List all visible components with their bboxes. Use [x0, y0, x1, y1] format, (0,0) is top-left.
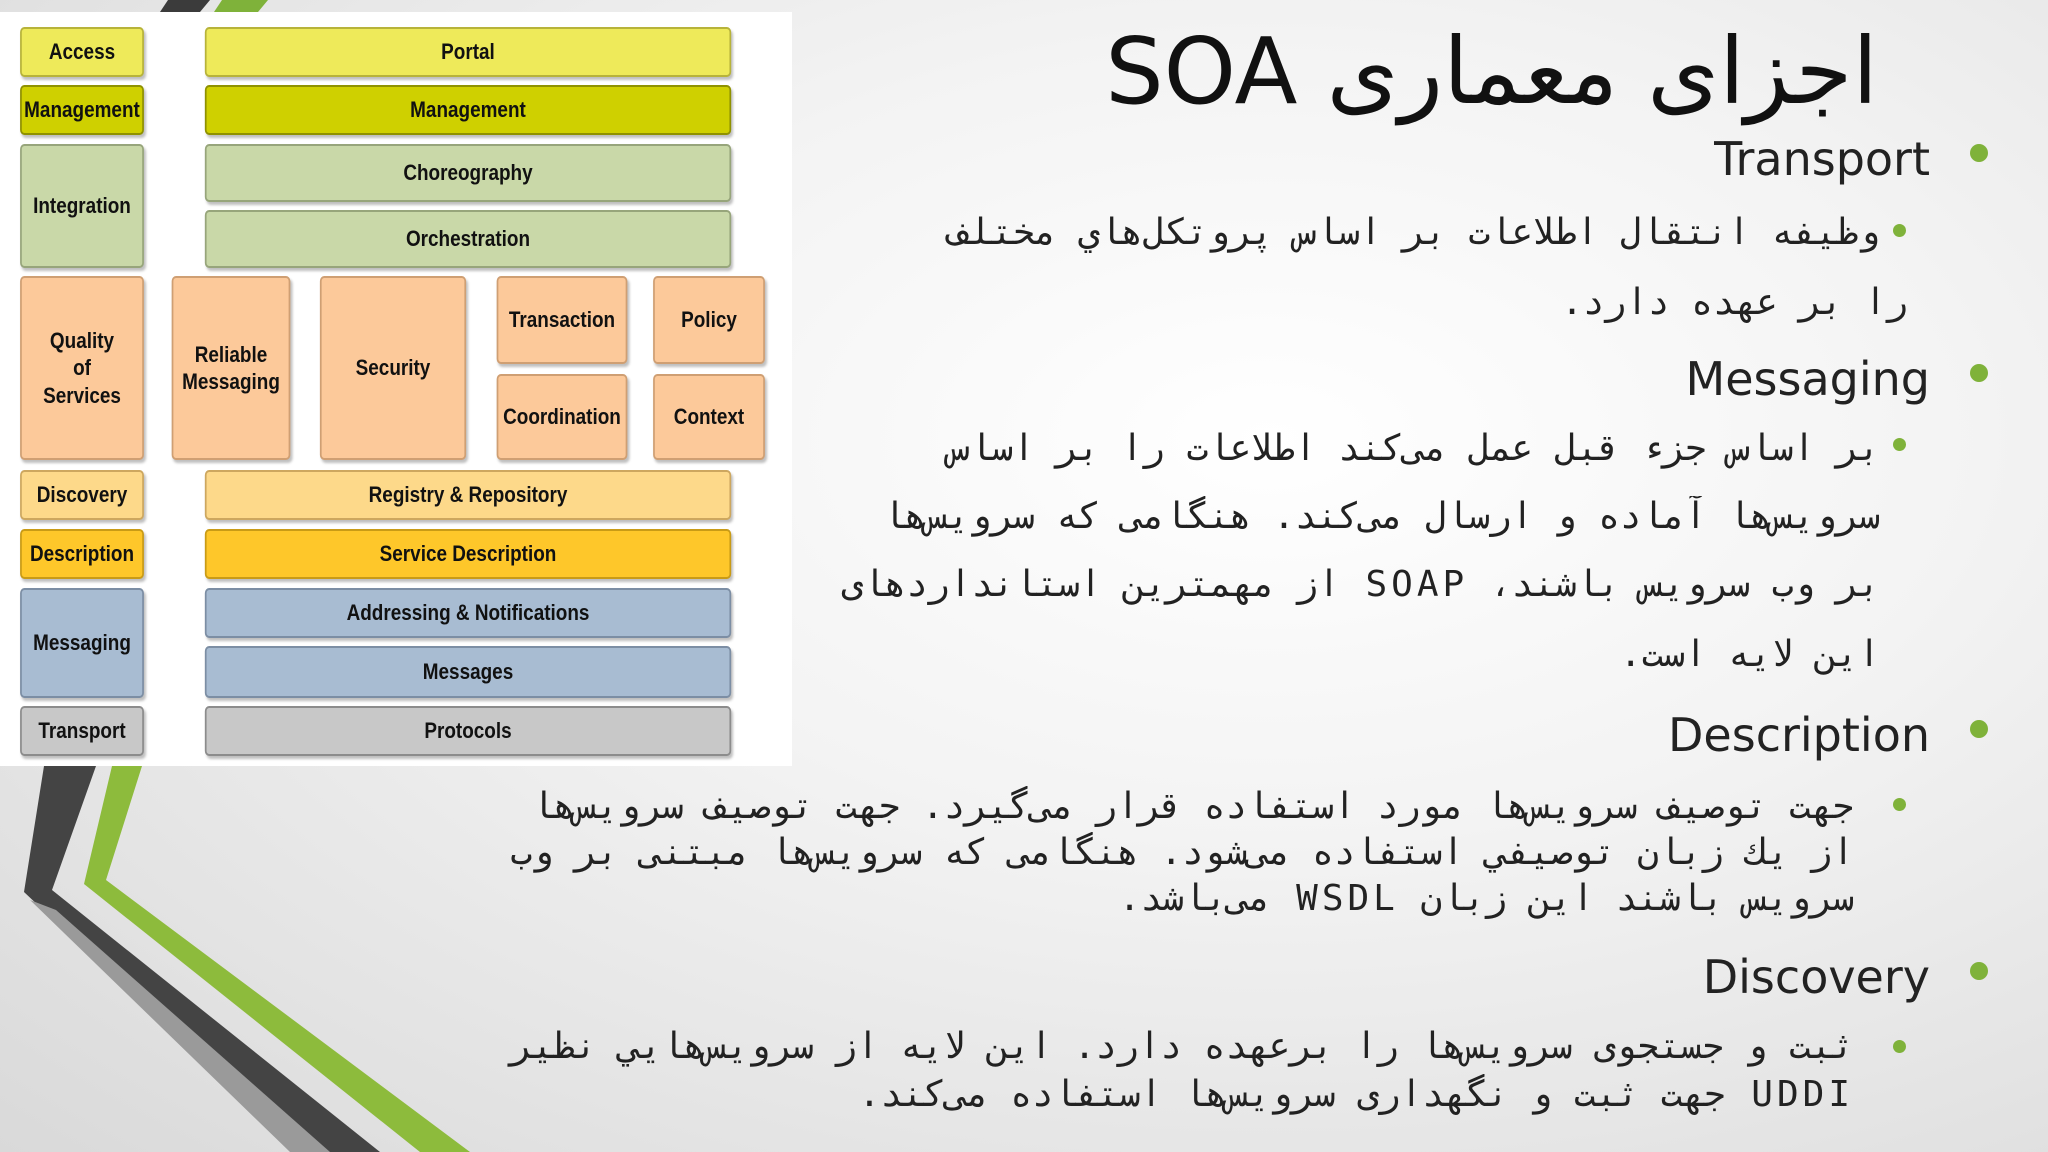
component-orchestration: Orchestration	[205, 210, 731, 268]
soa-architecture-diagram	[0, 12, 792, 766]
sub-bullet-icon	[1893, 798, 1906, 811]
sub-bullet-icon	[1893, 224, 1906, 237]
component-addressing-notifications: Addressing & Notifications	[205, 588, 731, 638]
component-service-description: Service Description	[205, 529, 731, 579]
component-registry-repository: Registry & Repository	[205, 470, 731, 520]
layer-quality-of-services: Quality of Services	[20, 276, 144, 460]
bullet-icon	[1970, 144, 1988, 162]
heading-description: Description	[1668, 708, 1930, 762]
layer-discovery: Discovery	[20, 470, 144, 520]
component-management: Management	[205, 85, 731, 135]
slide-title: اجزای معماری SOA	[1105, 18, 1878, 125]
heading-discovery: Discovery	[1702, 950, 1930, 1004]
layer-management: Management	[20, 85, 144, 135]
component-transaction: Transaction	[497, 276, 628, 364]
heading-messaging: Messaging	[1685, 352, 1930, 406]
transport-line-2: را بر عهده دارد.	[1561, 282, 1908, 323]
transport-line-1: وظیفه انتقال اطلاعات بر اساس پروتکل‌هاي مختلف	[948, 212, 1880, 253]
component-choreography: Choreography	[205, 144, 731, 202]
component-policy: Policy	[653, 276, 765, 364]
discovery-line-1: ثبت و جستجوی سرویس‌ها را برعهده دارد. این لایه از سرویس‌هایي نظیر	[510, 1026, 1854, 1067]
component-protocols: Protocols	[205, 706, 731, 756]
messaging-line-1: بر اساس جزء قبل عمل می‌کند اطلاعات را بر اساس	[948, 428, 1880, 469]
sub-bullet-icon	[1893, 438, 1906, 451]
stripe-dark-top	[160, 0, 210, 12]
component-messages: Messages	[205, 646, 731, 698]
layer-messaging: Messaging	[20, 588, 144, 698]
stripe-green-top	[214, 0, 268, 12]
heading-transport: Transport	[1714, 132, 1930, 186]
description-line-2: از يك زبان توصیفي استفاده می‌شود. هنگامی که سرویس‌ها مبتنی بر وب	[510, 832, 1854, 873]
description-line-3: سرویس باشند این زبان WSDL می‌باشد.	[1118, 878, 1854, 919]
sub-bullet-icon	[1893, 1040, 1906, 1053]
messaging-line-4: این لایه است.	[1619, 634, 1880, 675]
discovery-line-2: UDDI جهت ثبت و نگهداری سرویس‌ها استفاده می‌کند.	[858, 1074, 1854, 1115]
layer-access: Access	[20, 27, 144, 77]
layer-integration: Integration	[20, 144, 144, 268]
bullet-icon	[1970, 364, 1988, 382]
component-reliable-messaging: Reliable Messaging	[172, 276, 291, 460]
component-context: Context	[653, 374, 765, 460]
description-line-1: جهت توصیف سرویس‌ها مورد استفاده قرار می‌گیرد. جهت توصیف سرویس‌ها	[531, 786, 1854, 827]
messaging-line-2: سرویس‌ها آماده و ارسال می‌کند. هنگامی که سرویس‌ها	[883, 496, 1880, 537]
layer-transport: Transport	[20, 706, 144, 756]
component-security: Security	[320, 276, 466, 460]
layer-description: Description	[20, 529, 144, 579]
component-portal: Portal	[205, 27, 731, 77]
bullet-icon	[1970, 720, 1988, 738]
messaging-line-3: بر وب سرویس باشند، SOAP از مهمترین استاندارد‌های	[841, 564, 1880, 605]
component-coordination: Coordination	[497, 374, 628, 460]
bullet-icon	[1970, 962, 1988, 980]
